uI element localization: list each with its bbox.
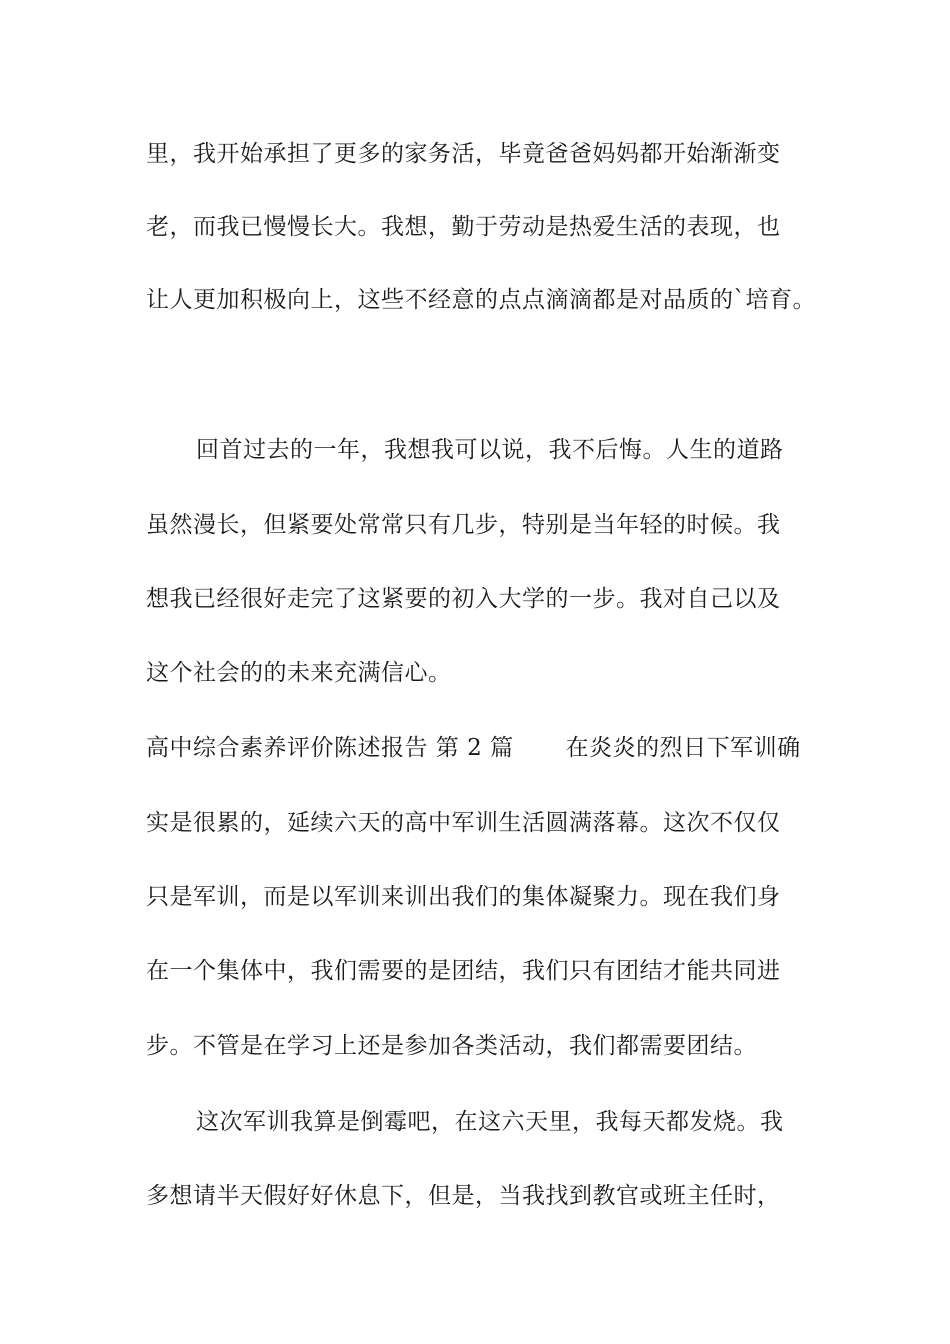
text-line: 想我已经很好走完了这紧要的初入大学的一步。我对自己以及 — [146, 586, 781, 612]
text-line: 在一个集体中，我们需要的是团结，我们只有团结才能共同进 — [146, 958, 781, 984]
text-line: 多想请半天假好好休息下，但是，当我找到教官或班主任时， — [146, 1183, 781, 1209]
text-line: 只是军训，而是以军训来训出我们的集体凝聚力。现在我们身 — [146, 884, 781, 910]
text-line: 这次军训我算是倒霉吧，在这六天里，我每天都发烧。我 — [196, 1109, 784, 1135]
text-line: 回首过去的一年，我想我可以说，我不后悔。人生的道路 — [196, 437, 784, 463]
text-line: 虽然漫长，但紧要处常常只有几步，特别是当年轻的时候。我 — [146, 512, 781, 538]
text-line: 步。不管是在学习上还是参加各类活动，我们都需要团结。 — [146, 1033, 757, 1059]
text-line: 让人更加积极向上，这些不经意的点点滴滴都是对品质的`培育。 — [146, 287, 816, 313]
text-continuation: 在炎炎的烈日下军训确 — [565, 735, 801, 761]
text-line: 这个社会的的未来充满信心。 — [146, 660, 452, 686]
text-line: 实是很累的，延续六天的高中军训生活圆满落幕。这次不仅仅 — [146, 810, 781, 836]
section-title: 高中综合素养评价陈述报告 第 2 篇 — [146, 735, 514, 761]
text-line: 老，而我已慢慢长大。我想，勤于劳动是热爱生活的表现，也 — [146, 214, 781, 240]
section-heading-line — [146, 733, 801, 763]
text-line: 里，我开始承担了更多的家务活，毕竟爸爸妈妈都开始渐渐变 — [146, 141, 781, 167]
